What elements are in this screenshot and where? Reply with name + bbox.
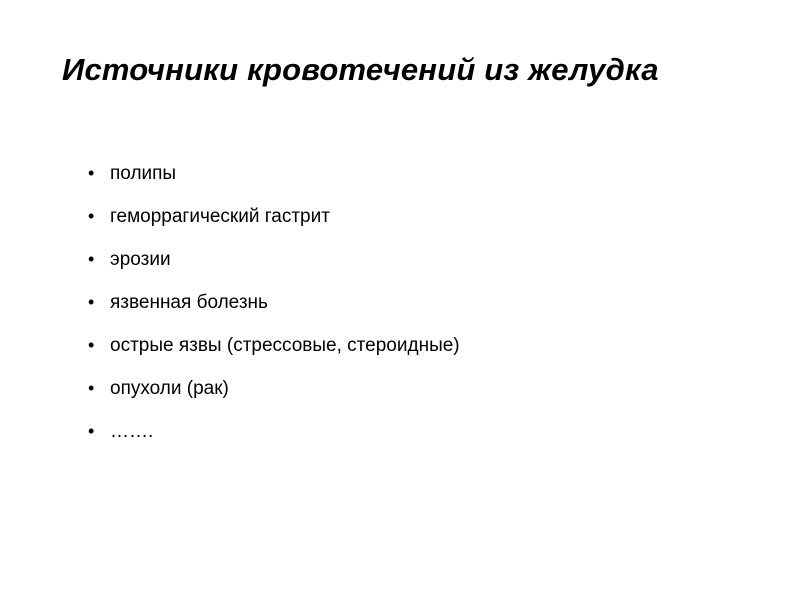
bullet-icon: • bbox=[88, 421, 95, 441]
bullet-icon: • bbox=[88, 378, 95, 398]
bullet-icon: • bbox=[88, 249, 95, 269]
bullet-item bbox=[88, 204, 460, 228]
bullet-item bbox=[88, 247, 460, 271]
bullet-icon: • bbox=[88, 335, 95, 355]
bullet-text: язвенная болезнь bbox=[110, 292, 268, 313]
bullet-text: острые язвы (стрессовые, стероидные) bbox=[110, 335, 460, 356]
bullet-item bbox=[88, 419, 460, 443]
bullet-text: полипы bbox=[110, 163, 177, 184]
bullet-item bbox=[88, 376, 460, 400]
slide-title: Источники кровотечений из желудка bbox=[62, 52, 659, 87]
bullet-list bbox=[88, 161, 460, 462]
bullet-item bbox=[88, 290, 460, 314]
bullet-icon: • bbox=[88, 292, 95, 312]
bullet-text: геморрагический гастрит bbox=[110, 206, 330, 227]
bullet-text: ……. bbox=[110, 421, 154, 442]
bullet-icon: • bbox=[88, 163, 95, 183]
bullet-text: опухоли (рак) bbox=[110, 378, 229, 399]
bullet-text: эрозии bbox=[110, 249, 171, 270]
bullet-item bbox=[88, 161, 460, 185]
bullet-icon: • bbox=[88, 206, 95, 226]
bullet-item bbox=[88, 333, 460, 357]
